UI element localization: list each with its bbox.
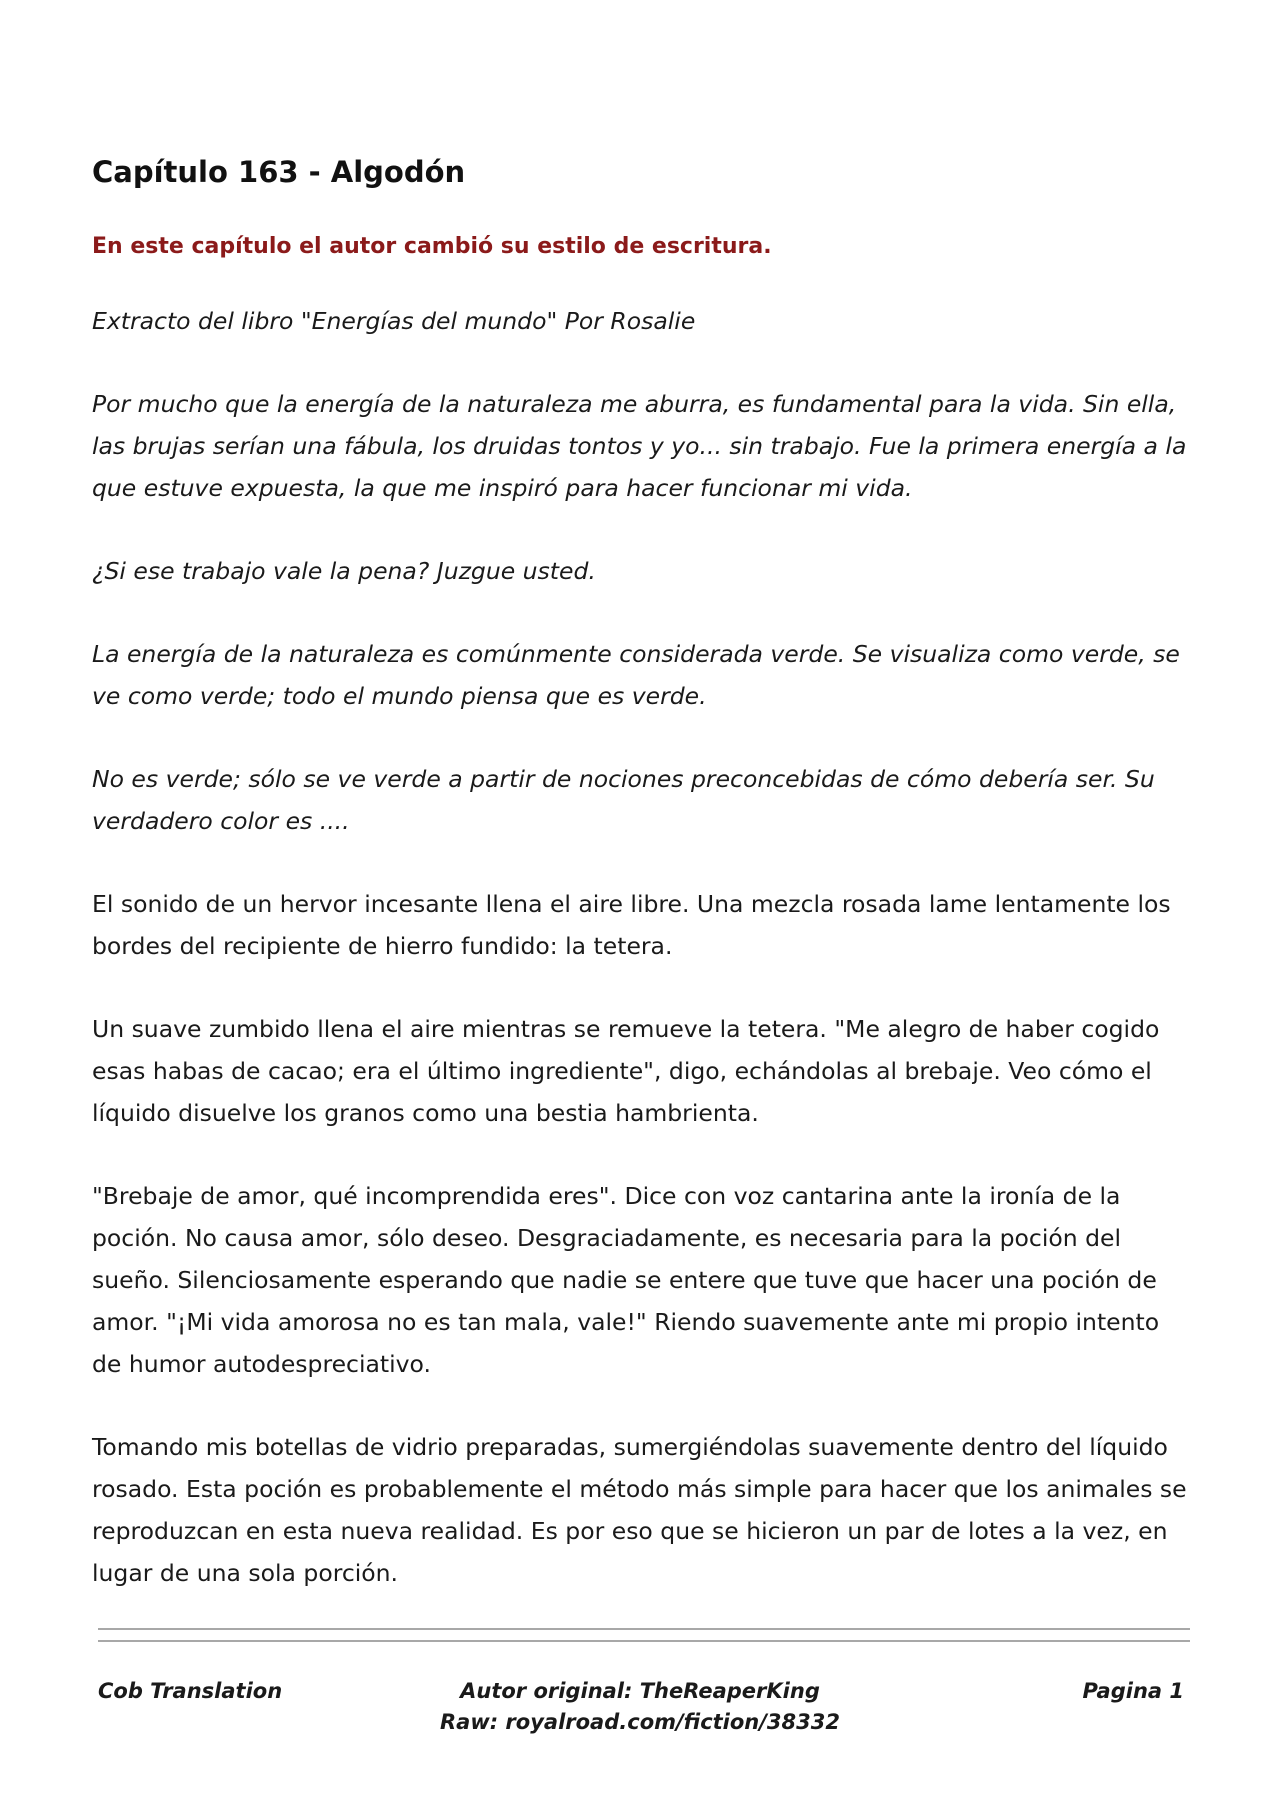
- story-paragraph: Tomando mis botellas de vidrio preparadas, sumergiéndolas suavemente dentro del líquido rosado. Esta poción es probablemente el método más simple para hacer que los animales se reproduzcan en esta nueva realidad. Es por eso que se hicieron un par de lotes a la vez, en lugar de una sola porción.: [92, 1433, 1187, 1587]
- footer-original-author: Autor original: TheReaperKing: [460, 1679, 820, 1703]
- excerpt-paragraph: La energía de la naturaleza es comúnmente considerada verde. Se visualiza como verde, se ve como verde; todo el mundo piensa que es verde.: [92, 640, 1180, 710]
- footer-raw-source: Raw: royalroad.com/fiction/38332: [439, 1710, 840, 1734]
- story-paragraph: "Brebaje de amor, qué incomprendida eres". Dice con voz cantarina ante la ironía de la poción. No causa amor, sólo deseo. Desgraciadamente, es necesaria para la poción del sueño. Silenciosamente esperando que nadie se entere que tuve que hacer una poción de amor. "¡Mi vida amorosa no es tan mala, vale!" Riendo suavemente ante mi propio intento de humor autodespreciativo.: [92, 1182, 1160, 1378]
- footer-divider: [98, 1628, 1190, 1630]
- excerpt-paragraph: Por mucho que la energía de la naturaleza me aburra, es fundamental para la vida. Sin ella, las brujas serían una fábula, los druidas tontos y yo... sin trabajo. Fue la primera energía a la que estuve expuesta, la que me inspiró para hacer funcionar mi vida.: [92, 390, 1187, 502]
- style-change-notice: En este capítulo el autor cambió su estilo de escritura.: [92, 234, 772, 259]
- chapter-title: Capítulo 163 - Algodón: [92, 155, 466, 189]
- story-paragraph: El sonido de un hervor incesante llena el aire libre. Una mezcla rosada lame lentamente los bordes del recipiente de hierro fundido: la tetera.: [92, 890, 1171, 960]
- excerpt-paragraph: No es verde; sólo se ve verde a partir de nociones preconcebidas de cómo debería ser. Su verdadero color es ....: [92, 765, 1155, 835]
- excerpt-paragraph: ¿Si ese trabajo vale la pena? Juzgue usted.: [92, 557, 596, 585]
- footer-translator: Cob Translation: [98, 1679, 283, 1703]
- story-paragraph: Un suave zumbido llena el aire mientras se remueve la tetera. "Me alegro de haber cogido esas habas de cacao; era el último ingrediente", digo, echándolas al brebaje. Veo cómo el líquido disuelve los granos como una bestia hambrienta.: [92, 1015, 1160, 1127]
- footer-divider: [98, 1640, 1190, 1642]
- footer-page-number: Pagina 1: [1082, 1679, 1184, 1703]
- book-excerpt-heading: Extracto del libro "Energías del mundo" Por Rosalie: [92, 307, 696, 335]
- document-content: [92, 152, 1188, 1635]
